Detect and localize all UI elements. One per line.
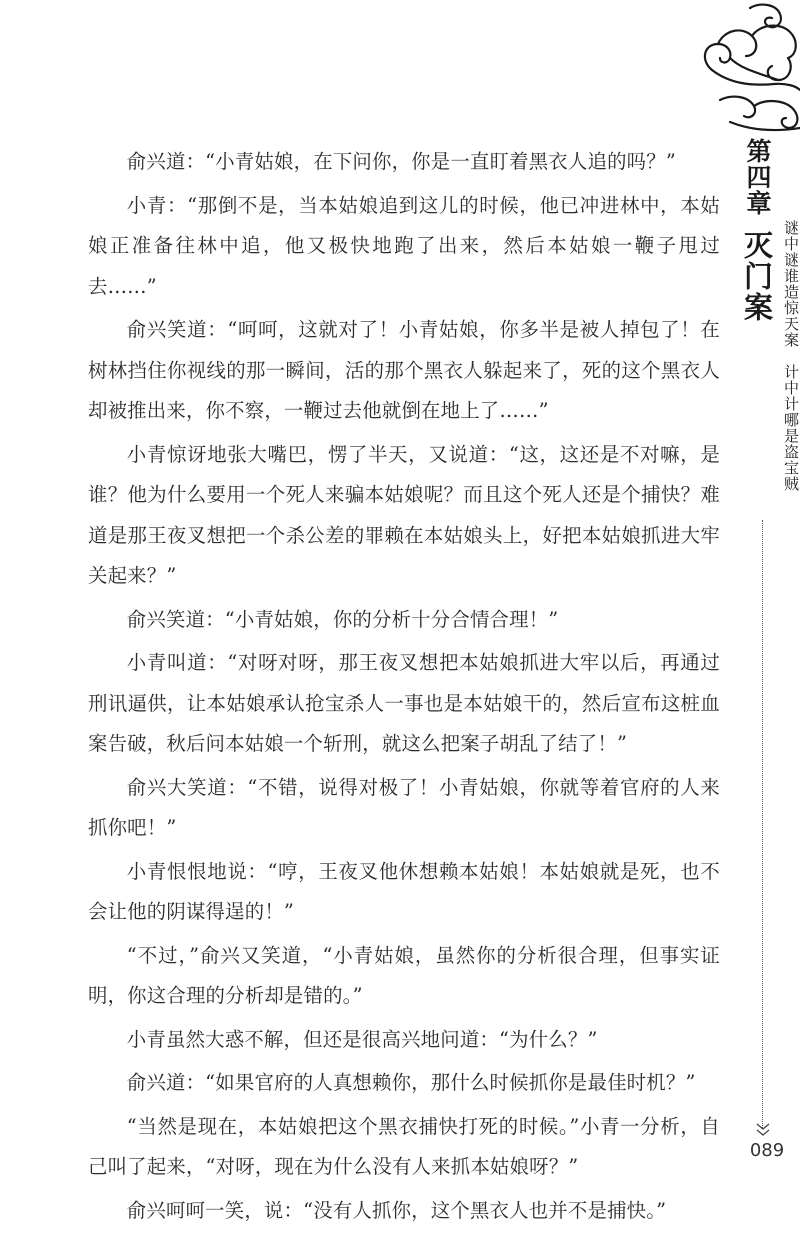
paragraph: 俞兴笑道：“小青姑娘，你的分析十分合情合理！”: [126, 607, 559, 631]
paragraph: 小青恨恨地说：“哼，王夜叉他休想赖本姑娘！本姑娘就是死，也不会让他的阴谋得逞的！”: [88, 859, 720, 923]
paragraph: 俞兴大笑道：“不错，说得对极了！小青姑娘，你就等着官府的人来抓你吧！”: [88, 775, 720, 839]
paragraph: 小青叫道：“对呀对呀，那王夜叉想把本姑娘抓进大牢以后，再通过刑讯逼供，让本姑娘承认抢宝杀人一事也是本姑娘干的，然后宣布这桩血案告破，秋后问本姑娘一个斩刑，就这么把案子胡乱了结了！”: [88, 651, 720, 755]
paragraph: 俞兴道：“如果官府的人真想赖你，那什么时候抓你是最佳时机？”: [126, 1071, 696, 1094]
chapter-title: 灭门案: [740, 230, 774, 323]
paragraph: 俞兴笑道：“呵呵，这就对了！小青姑娘，你多半是被人掉包了！在树林挡住你视线的那一瞬间，活的那个黑衣人躲起来了，死的这个黑衣人却被推出来，你不察，一鞭过去他就倒在地上了……”: [88, 318, 720, 422]
paragraph: 小青虽然大惑不解，但还是很高兴地问道：“为什么？”: [126, 1027, 598, 1051]
paragraph: 俞兴道：“小青姑娘，在下问你，你是一直盯着黑衣人追的吗？”: [126, 150, 676, 173]
paragraph: 俞兴呵呵一笑，说：“没有人抓你，这个黑衣人也并不是捕快。”: [126, 1198, 667, 1222]
chevron-down-icon: [752, 1122, 774, 1140]
cloud-ornament-icon: [690, 0, 800, 140]
paragraph: “当然是现在，本姑娘把这个黑衣捕快打死的时候。”小青一分析，自己叫了起来，“对呀，现在为什么没有人来抓本姑娘呀？”: [88, 1114, 720, 1178]
paragraph: “不过，”俞兴又笑道，“小青姑娘，虽然你的分析很合理，但事实证明，你这合理的分析却是错的。”: [88, 943, 720, 1007]
paragraph: 小青惊讶地张大嘴巴，愣了半天，又说道：“这，这还是不对嘛，是谁？他为什么要用一个死人来骗本姑娘呢？而且这个死人还是个捕快？难道是那王夜叉想把一个杀公差的罪赖在本姑娘头上，好把本姑娘抓进大牢关起来？”: [88, 442, 720, 587]
body-text: [88, 142, 720, 1234]
chapter-heading: [740, 138, 800, 598]
paragraph: 小青：“那倒不是，当本姑娘追到这儿的时候，他已冲进林中，本姑娘正准备往林中追，他又极快地跑了出来，然后本姑娘一鞭子甩过去……”: [88, 193, 720, 298]
page-number: 089: [749, 1140, 785, 1161]
chapter-subtitle: 谜中谜谁造惊天案 计中计哪是盗宝贼: [782, 220, 800, 492]
chapter-number: 第四章: [743, 138, 772, 216]
margin-dotted-rule: [762, 520, 763, 1128]
